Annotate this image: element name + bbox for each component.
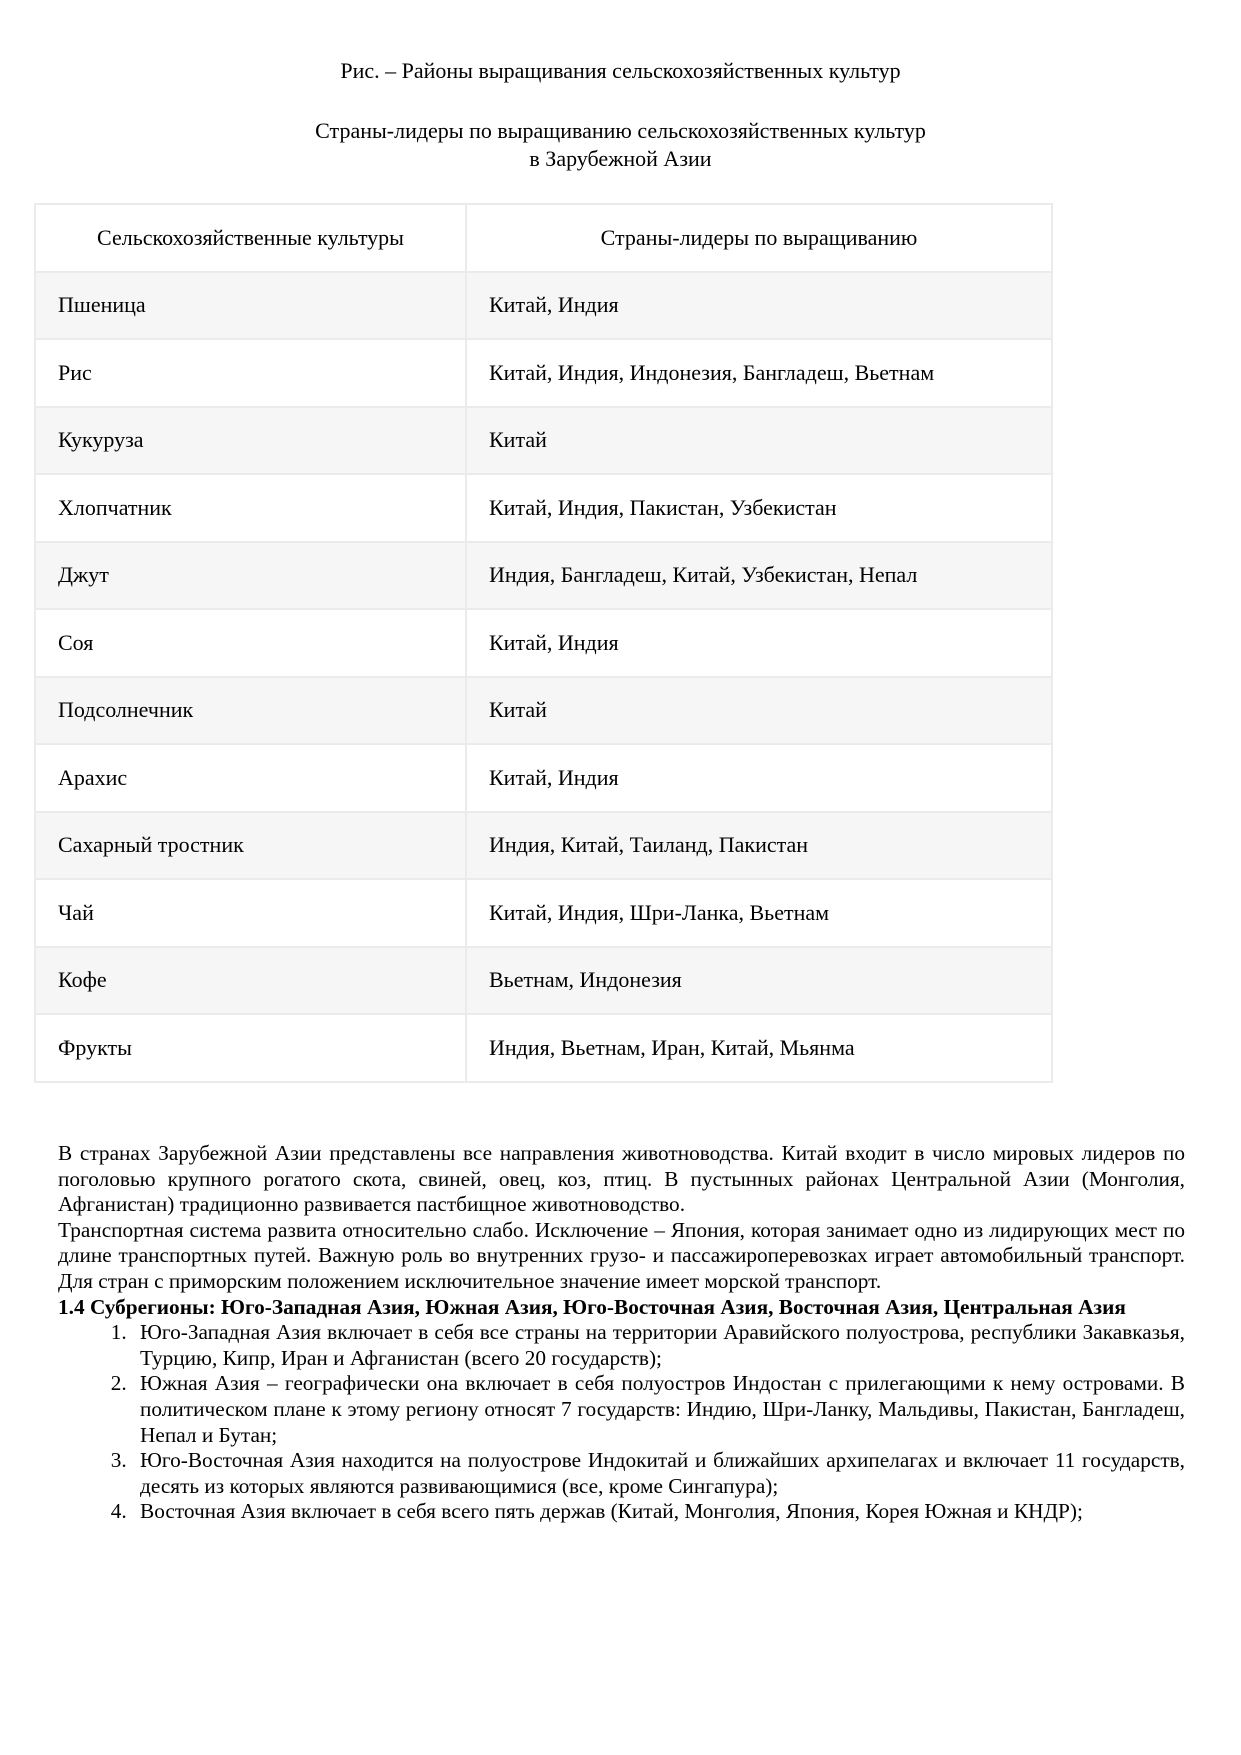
crop-cell: Подсолнечник	[35, 677, 466, 745]
countries-cell: Китай, Индия	[466, 609, 1052, 677]
countries-cell: Китай, Индия	[466, 744, 1052, 812]
crop-cell: Арахис	[35, 744, 466, 812]
table-title-line1: Страны-лидеры по выращиванию сельскохозяйственных культур	[315, 118, 926, 143]
crop-cell: Хлопчатник	[35, 474, 466, 542]
countries-cell: Китай	[466, 677, 1052, 745]
crop-cell: Джут	[35, 542, 466, 610]
countries-cell: Китай, Индия, Индонезия, Бангладеш, Вьетнам	[466, 339, 1052, 407]
crop-cell: Кукуруза	[35, 407, 466, 475]
paragraph-livestock: В странах Зарубежной Азии представлены все направления животноводства. Китай входит в число мировых лидеров по поголовью крупного рогатого скота, свиней, овец, коз, птиц. В пустынных районах Центральной Азии (Монголия, Афганистан) традиционно развивается пастбищное животноводство.	[58, 1141, 1185, 1217]
list-item: 4. Восточная Азия включает в себя всего пять держав (Китай, Монголия, Япония, Корея Южная и КНДР);	[132, 1499, 1185, 1525]
list-item: 3. Юго-Восточная Азия находится на полуострове Индокитай и ближайших архипелагах и включает 11 государств, десять из которых являются развивающимися (все, кроме Сингапура);	[132, 1448, 1185, 1499]
crop-cell: Пшеница	[35, 272, 466, 340]
crop-cell: Соя	[35, 609, 466, 677]
list-item: 2. Южная Азия – географически она включает в себя полуостров Индостан с прилегающими к нему островами. В политическом плане к этому региону относят 7 государств: Индию, Шри-Ланку, Мальдивы, Пакистан, Бангладеш, Непал и Бутан;	[132, 1371, 1185, 1448]
subregions-list	[58, 1320, 1185, 1525]
table-row	[35, 542, 1052, 610]
table-title-line2: в Зарубежной Азии	[529, 146, 712, 171]
crop-cell: Рис	[35, 339, 466, 407]
table-row	[35, 879, 1052, 947]
crop-cell: Кофе	[35, 947, 466, 1015]
crop-cell: Сахарный тростник	[35, 812, 466, 880]
countries-cell: Китай	[466, 407, 1052, 475]
crop-cell: Фрукты	[35, 1014, 466, 1082]
table-row	[35, 677, 1052, 745]
section-heading: 1.4 Субрегионы: Юго-Западная Азия, Южная Азия, Юго-Восточная Азия, Восточная Азия, Центральная Азия	[58, 1294, 1126, 1319]
header-crops: Сельскохозяйственные культуры	[35, 204, 466, 272]
header-leader-countries: Страны-лидеры по выращиванию	[466, 204, 1052, 272]
table-row	[35, 339, 1052, 407]
crop-cell: Чай	[35, 879, 466, 947]
table-row	[35, 272, 1052, 340]
table-row	[35, 1014, 1052, 1082]
table-row	[35, 407, 1052, 475]
table-row	[35, 812, 1052, 880]
table-row	[35, 744, 1052, 812]
paragraph-transport: Транспортная система развита относительно слабо. Исключение – Япония, которая занимает одно из лидирующих мест по длине транспортных путей. Важную роль во внутренних грузо- и пассажироперевозках играет автомобильный транспорт. Для стран с приморским положением исключительное значение имеет морской транспорт.	[58, 1217, 1185, 1293]
table-title	[0, 117, 1241, 173]
crops-leaders-table	[34, 203, 1053, 1083]
countries-cell: Вьетнам, Индонезия	[466, 947, 1052, 1015]
table-row	[35, 609, 1052, 677]
countries-cell: Китай, Индия, Пакистан, Узбекистан	[466, 474, 1052, 542]
countries-cell: Индия, Бангладеш, Китай, Узбекистан, Непал	[466, 542, 1052, 610]
list-item: 1. Юго-Западная Азия включает в себя все страны на территории Аравийского полуострова, республики Закавказья, Турцию, Кипр, Иран и Афганистан (всего 20 государств);	[132, 1320, 1185, 1371]
figure-caption: Рис. – Районы выращивания сельскохозяйственных культур	[340, 58, 901, 83]
countries-cell: Индия, Вьетнам, Иран, Китай, Мьянма	[466, 1014, 1052, 1082]
body-content	[58, 1141, 1185, 1525]
table-header-row	[35, 204, 1052, 272]
table-row	[35, 474, 1052, 542]
countries-cell: Китай, Индия, Шри-Ланка, Вьетнам	[466, 879, 1052, 947]
countries-cell: Индия, Китай, Таиланд, Пакистан	[466, 812, 1052, 880]
table-row	[35, 947, 1052, 1015]
countries-cell: Китай, Индия	[466, 272, 1052, 340]
